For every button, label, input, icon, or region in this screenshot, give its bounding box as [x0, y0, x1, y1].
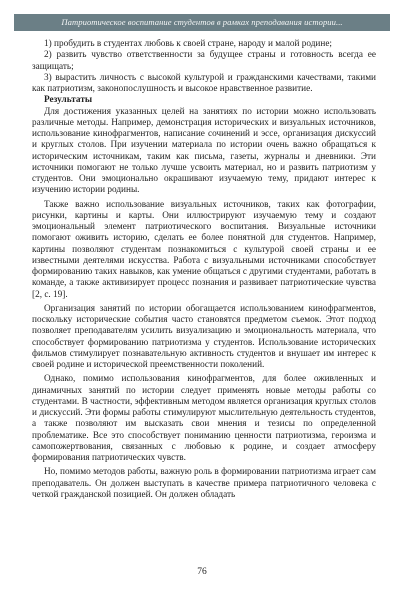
list-item: 1) пробудить в студентах любовь к своей стране, народу и малой родине;	[44, 39, 332, 49]
list-item: 2) развить чувство ответственности за будущее страны и готовность всегда ее защищать;	[32, 50, 376, 72]
paragraph: Однако, помимо использования кинофрагментов, для более оживленных и динамичных занятий по истории следует применять новые методы работы со студентами. В частности, эффективным методом является организация круглых столов и дискуссий. Эти формы работы стимулируют мыслительную деятельность студентов, а также позволяют им высказать свои мнения и тезисы по определенной проблематике. Все это способствует пониманию ценности патриотизма, героизма и самопожертвования, связанных с любовью к родине, и создает атмосферу формирования патриотических чувств.	[32, 374, 376, 463]
paragraph: Для достижения указанных целей на занятиях по истории можно использовать различные методы. Например, демонстрация исторических и визуальных источников, использование кинофрагментов, написание сочинений и эссе, организация дискуссий и круглых столов. При изучении материала по истории очень важно обращаться к историческим источникам, таким как письма, газеты, журналы и дневники. Эти источники помогают не только лучше усвоить материал, но и развить патриотизм у студентов. Они эмоционально окрашивают изучаемую тему, придают интерес к изучению истории родины.	[32, 106, 376, 196]
running-header: Патриотическое воспитание студентов в рамках преподавания истории...	[14, 14, 390, 31]
section-heading: Результаты	[44, 95, 93, 106]
list-item: 3) вырастить личность с высокой культурой и гражданскими качествами, такими как патриотизм, законопослушность и высокое нравственное развитие.	[32, 72, 376, 94]
page-number: 76	[197, 567, 207, 577]
paragraph: Организация занятий по истории обогащается использованием кинофрагментов, поскольку исторические события часто становятся предметом съемок. Этот подход позволяет преподавателям усилить визуализацию и эмоциональность материала, что способствует формированию патриотизма у студентов. Использование исторических фильмов стимулирует познавательную активность студентов и внушает им интерес к своей родине и исторической преемственности поколений.	[32, 303, 376, 370]
article-body	[32, 39, 376, 501]
paragraph: Также важно использование визуальных источников, таких как фотографии, рисунки, картины и карты. Они иллюстрируют изучаемую тему и создают эмоциональный элемент патриотического воспитания. Визуальные источники помогают оживить историю, сделать ее более понятной для студентов. Например, картины позволяют студентам познакомиться с культурой своей страны и ее известными деятелями искусства. Работа с визуальными источниками способствует формированию таких навыков, как умение общаться с другими студентами, работать в команде, а также активизирует процесс познания и развивает патриотические чувства [2, с. 19].	[32, 199, 376, 300]
paragraph: Но, помимо методов работы, важную роль в формировании патриотизма играет сам преподаватель. Он должен выступать в качестве примера патриотичного человека с четкой гражданской позицией. Он должен обладать	[32, 467, 376, 500]
